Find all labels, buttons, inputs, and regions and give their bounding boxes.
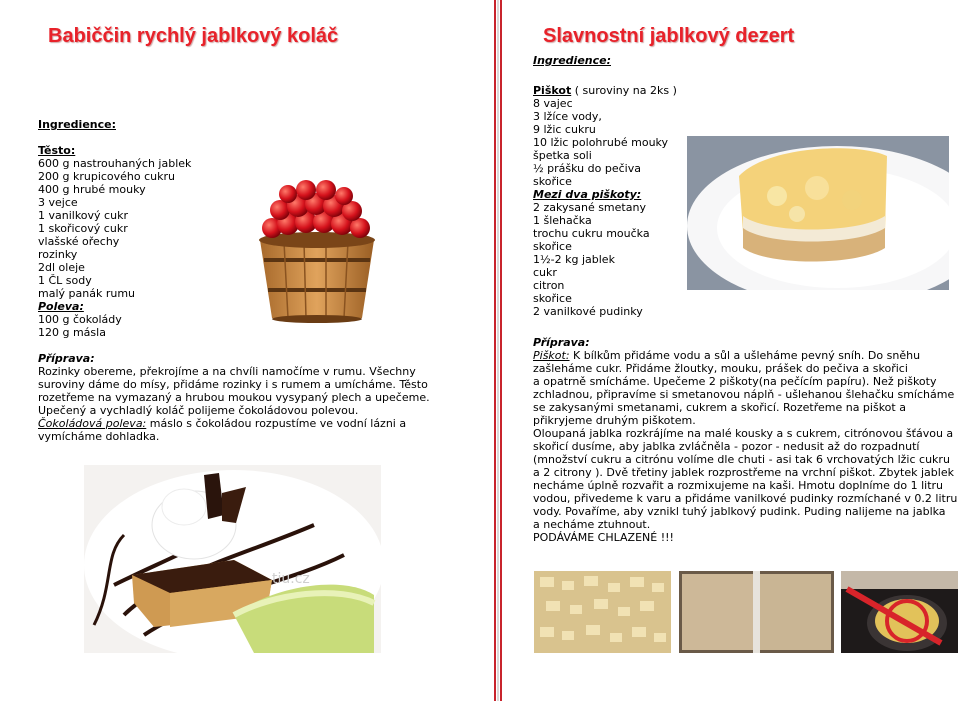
list-item: skořice [533, 240, 572, 253]
apple-dessert-photo [687, 136, 949, 290]
chocolate-icing-text: máslo s čokoládou rozpustíme ve vodní lázni a [146, 417, 407, 430]
preparation-line: Rozinky obereme, překrojíme a na chvíli namočíme v rumu. Všechny [38, 365, 416, 378]
icing-heading: Poleva: [38, 300, 84, 313]
list-item: rozinky [38, 248, 78, 261]
ingredients-heading: Ingredience: [533, 54, 611, 67]
preparation-line: a necháme ztuhnout. [533, 518, 651, 531]
list-item: 3 vejce [38, 196, 78, 209]
list-item: skořice [533, 292, 572, 305]
list-item: 100 g čokolády [38, 313, 122, 326]
list-item: 1 vanilkový cukr [38, 209, 128, 222]
list-item: 120 g másla [38, 326, 106, 339]
preparation-line: přikryjeme druhým piškotem. [533, 414, 696, 427]
sponge-heading: Piškot [533, 84, 572, 97]
sponge-prep-label: Piškot: [533, 349, 570, 362]
preparation-line: a opatrně smícháme. Upečeme 2 piškoty(na pečícím papíru). Než piškoty [533, 375, 937, 388]
right-preparation-block [533, 336, 958, 544]
chocolate-icing-text-2: vymícháme dohladka. [38, 430, 160, 443]
preparation-line: Oloupaná jablka rozkrájíme na malé kousky a s cukrem, citrónovou šťávou a [533, 427, 954, 440]
preparation-line: suroviny dáme do mísy, přidáme rozinky i s rumem a umícháme. Těsto [38, 378, 428, 391]
watermark: tiu.cz [272, 571, 310, 587]
list-item: 1 ČL sody [38, 274, 92, 287]
list-item: 1 skořicový cukr [38, 222, 128, 235]
list-item: špetka soli [533, 149, 592, 162]
list-item: citron [533, 279, 565, 292]
right-ingredients-heading-block [533, 54, 683, 67]
preparation-heading: Příprava: [533, 336, 590, 349]
list-item: 400 g hrubé mouky [38, 183, 146, 196]
cake-with-cream-photo [84, 465, 381, 653]
list-item: skořice [533, 175, 572, 188]
ingredients-heading: Ingredience: [38, 118, 116, 131]
preparation-line: rozetřeme na vymazaný a hrubou moukou vysypaný plech a upečeme. [38, 391, 430, 404]
page-divider [493, 0, 503, 701]
chocolate-icing-label: Čokoládová poleva: [38, 417, 147, 430]
preparation-line: se zakysanými smetanami, cukrem a skořicí. Rozetřeme na piškot a [533, 401, 906, 414]
chopped-apples-photo [534, 571, 671, 653]
preparation-line: skořicí dusíme, aby jablka zvláčněla - pozor - nedusit až do rozpadnutí [533, 440, 920, 453]
preparation-line: zchladnou, připravíme si smetanovou náplň - ušlehanou šlehačku smícháme [533, 388, 955, 401]
preparation-line: Upečený a vychladlý koláč polijeme čokoládovou polevou. [38, 404, 359, 417]
list-item: 1 šlehačka [533, 214, 592, 227]
list-item: 3 lžíce vody, [533, 110, 602, 123]
preparation-line: (množství cukru a citrónu volíme dle chuti - asi tak 6 vrchovatých lžic cukru [533, 453, 950, 466]
sponge-note: ( suroviny na 2ks ) [571, 84, 677, 97]
preparation-line: a 2 citrony ). Dvě třetiny jablek rozprostřeme na vrchní piškot. Zbytek jablek [533, 466, 954, 479]
right-recipe-title: Slavnostní jablkový dezert [543, 25, 795, 47]
pudding-layer-photo [679, 571, 834, 653]
list-item: 2 vanilkové pudinky [533, 305, 643, 318]
preparation-line: zašleháme cukr. Přidáme žloutky, mouku, prášek do pečiva a skořici [533, 362, 908, 375]
preparation-line: PODÁVÁME CHLAZENÉ !!! [533, 531, 674, 544]
list-item: malý panák rumu [38, 287, 136, 300]
list-item: cukr [533, 266, 557, 279]
preparation-heading: Příprava: [38, 352, 95, 365]
list-item: vlašské ořechy [38, 235, 120, 248]
list-item: trochu cukru moučka [533, 227, 650, 240]
list-item: 9 lžic cukru [533, 123, 596, 136]
list-item: 10 lžic polohrubé mouky [533, 136, 669, 149]
list-item: 600 g nastrouhaných jablek [38, 157, 192, 170]
preparation-line: vody. Povaříme, aby vznikl tuhý jablkový pudink. Puding nalijeme na jablka [533, 505, 946, 518]
dough-heading: Těsto: [38, 144, 76, 157]
left-recipe-title: Babiččin rychlý jablkový koláč [48, 25, 339, 47]
list-item: 8 vajec [533, 97, 573, 110]
between-heading: Mezi dva piškoty: [533, 188, 642, 201]
preparation-line: vodou, přivedeme k varu a přidáme vanilkové pudinky rozmíchané v 0.2 litru [533, 492, 958, 505]
list-item: 2 zakysané smetany [533, 201, 646, 214]
list-item: 2dl oleje [38, 261, 85, 274]
apple-stew-pot-photo [841, 571, 958, 653]
list-item: 1½-2 kg jablek [533, 253, 615, 266]
right-recipe-page [503, 0, 959, 701]
list-item: 200 g krupicového cukru [38, 170, 176, 183]
right-ingredients-block [533, 84, 703, 318]
list-item: ½ prášku do pečiva [533, 162, 641, 175]
preparation-line: K bílkům přidáme vodu a sůl a ušleháme pevný sníh. Do sněhu [569, 349, 921, 362]
apple-basket-image [248, 178, 386, 326]
preparation-line: necháme úplně rozvařit a rozmixujeme na kaši. Hmotu doplníme do 1 litru [533, 479, 944, 492]
